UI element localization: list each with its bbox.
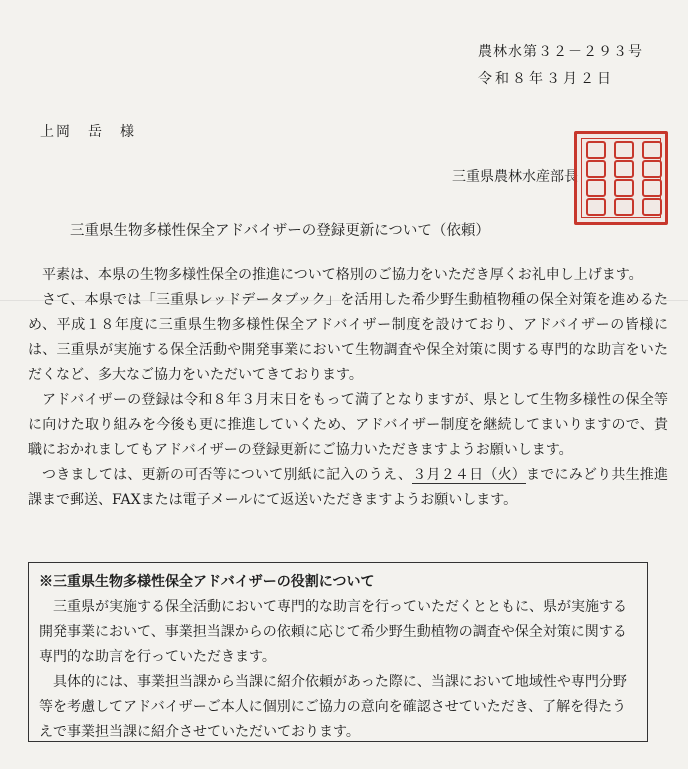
box-paragraph-details: 具体的には、事業担当課から当課に紹介依頼があった際に、当課において地域性や専門分野等を考慮してアドバイザーご本人に個別にご協力の意向を確認させていただき、了解を得たうえで事業担当課に紹介させていただいております。 — [39, 674, 627, 740]
body-paragraph-greeting: 平素は、本県の生物多様性保全の推進について格別のご協力をいただき厚くお礼申し上げます。 — [42, 267, 643, 283]
request-text: つきましては、更新の可否等について別紙に記入のうえ、 — [42, 467, 413, 483]
sender: 三重県農林水産部長 — [452, 169, 578, 185]
seal-column — [611, 140, 637, 216]
letter-body — [28, 263, 668, 513]
request-text-end: までにみどり共生推進課まで郵送、FAXまたは電子メールにて返送いただきますようお願いします。 — [28, 467, 669, 508]
box-paragraph-role: 三重県が実施する保全活動において専門的な助言を行っていただくとともに、県が実施する開発事業において、事業担当課からの依頼に応じて希少野生動植物の調査や保全対策に関する専門的な助言を行っていただきます。 — [39, 599, 627, 665]
box-title: ※三重県生物多様性保全アドバイザーの役割について — [39, 574, 375, 590]
document-date: 令和８年３月２日 — [478, 71, 614, 87]
subject-line: 三重県生物多様性保全アドバイザーの登録更新について（依頼） — [70, 223, 490, 239]
body-paragraph-request — [28, 463, 668, 513]
official-seal-stamp — [574, 131, 668, 225]
seal-column — [639, 140, 665, 216]
body-paragraph-background: さて、本県では「三重県レッドデータブック」を活用した希少野生動植物種の保全対策を進めるため、平成１８年度に三重県生物多様性保全アドバイザー制度を設けており、アドバイザーの皆様には、三重県が実施する保全活動や開発事業において生物調査や保全対策に関する専門的な助言をいただくなど、多大なご協力をいただいてきております。 — [28, 292, 668, 383]
addressee: 上岡 岳 様 — [40, 124, 136, 140]
document-number: 農林水第３２－２９３号 — [478, 44, 643, 60]
body-paragraph-renewal: アドバイザーの登録は令和８年３月末日をもって満了となりますが、県として生物多様性の保全等に向けた取り組みを今後も更に推進していくため、アドバイザー制度を継続してまいりますので、貴職におかれましてもアドバイザーの登録更新にご協力いただきますようお願いします。 — [28, 392, 668, 458]
seal-column — [583, 140, 609, 216]
deadline-date: ３月２４日（火） — [412, 467, 527, 483]
role-info-box — [28, 562, 648, 742]
